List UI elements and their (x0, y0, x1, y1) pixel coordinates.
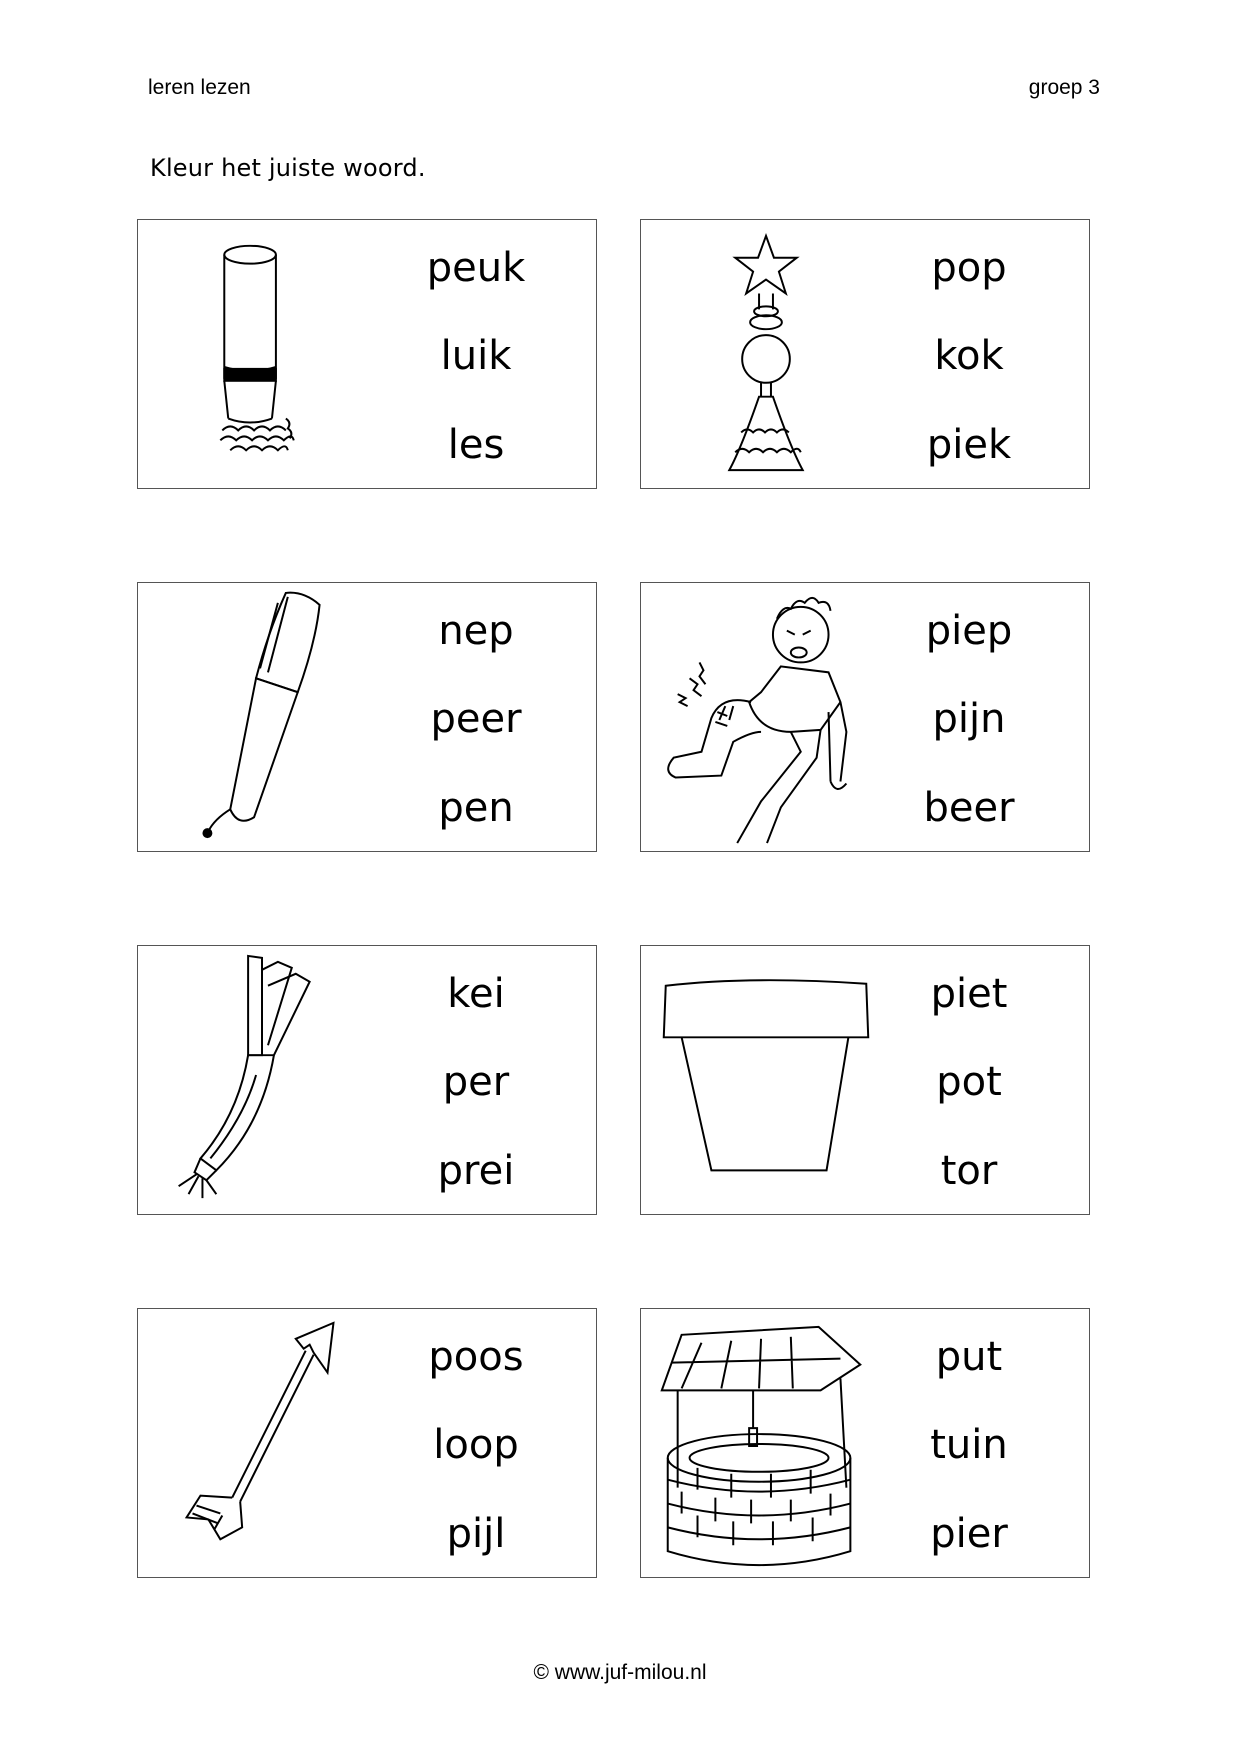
pen-picture (138, 583, 388, 851)
word-option[interactable]: prei (437, 1148, 515, 1194)
exercise-card-5 (137, 945, 597, 1215)
exercise-card-2 (640, 219, 1090, 489)
word-option[interactable]: piet (930, 971, 1008, 1017)
word-option[interactable]: tor (940, 1148, 998, 1194)
word-option[interactable]: peer (430, 696, 522, 742)
arrow-picture (138, 1309, 388, 1577)
word-option[interactable]: les (447, 422, 505, 468)
word-option[interactable]: tuin (930, 1422, 1008, 1468)
instruction: Kleur het juiste woord. (150, 154, 426, 182)
word-option[interactable]: peuk (426, 245, 526, 291)
word-option[interactable]: nep (438, 608, 514, 654)
word-option[interactable]: kok (934, 333, 1004, 379)
word-option[interactable]: piek (926, 422, 1012, 468)
cigarette-butt-picture (138, 220, 388, 488)
exercise-card-3 (137, 582, 597, 852)
word-option[interactable]: luik (440, 333, 512, 379)
leek-picture (138, 946, 388, 1214)
exercise-card-6 (640, 945, 1090, 1215)
word-option[interactable]: beer (923, 785, 1015, 831)
word-option[interactable]: pen (438, 785, 514, 831)
word-option[interactable]: pop (931, 245, 1007, 291)
word-option[interactable]: pot (936, 1059, 1002, 1105)
word-option[interactable]: pijl (446, 1511, 506, 1557)
footer-copyright: © www.juf-milou.nl (533, 1661, 707, 1684)
word-option[interactable]: pier (930, 1511, 1008, 1557)
word-option[interactable]: kei (447, 971, 505, 1017)
exercise-card-7 (137, 1308, 597, 1578)
word-option[interactable]: loop (433, 1422, 519, 1468)
word-option[interactable]: pijn (932, 696, 1006, 742)
word-option[interactable]: put (935, 1334, 1003, 1380)
exercise-card-1 (137, 219, 597, 489)
exercise-card-4 (640, 582, 1090, 852)
word-option[interactable]: per (442, 1059, 510, 1105)
exercise-card-8 (640, 1308, 1090, 1578)
word-option[interactable]: poos (428, 1334, 524, 1380)
header-left: leren lezen (148, 76, 251, 99)
header-right: groep 3 (1028, 76, 1100, 99)
word-option[interactable]: piep (925, 608, 1013, 654)
